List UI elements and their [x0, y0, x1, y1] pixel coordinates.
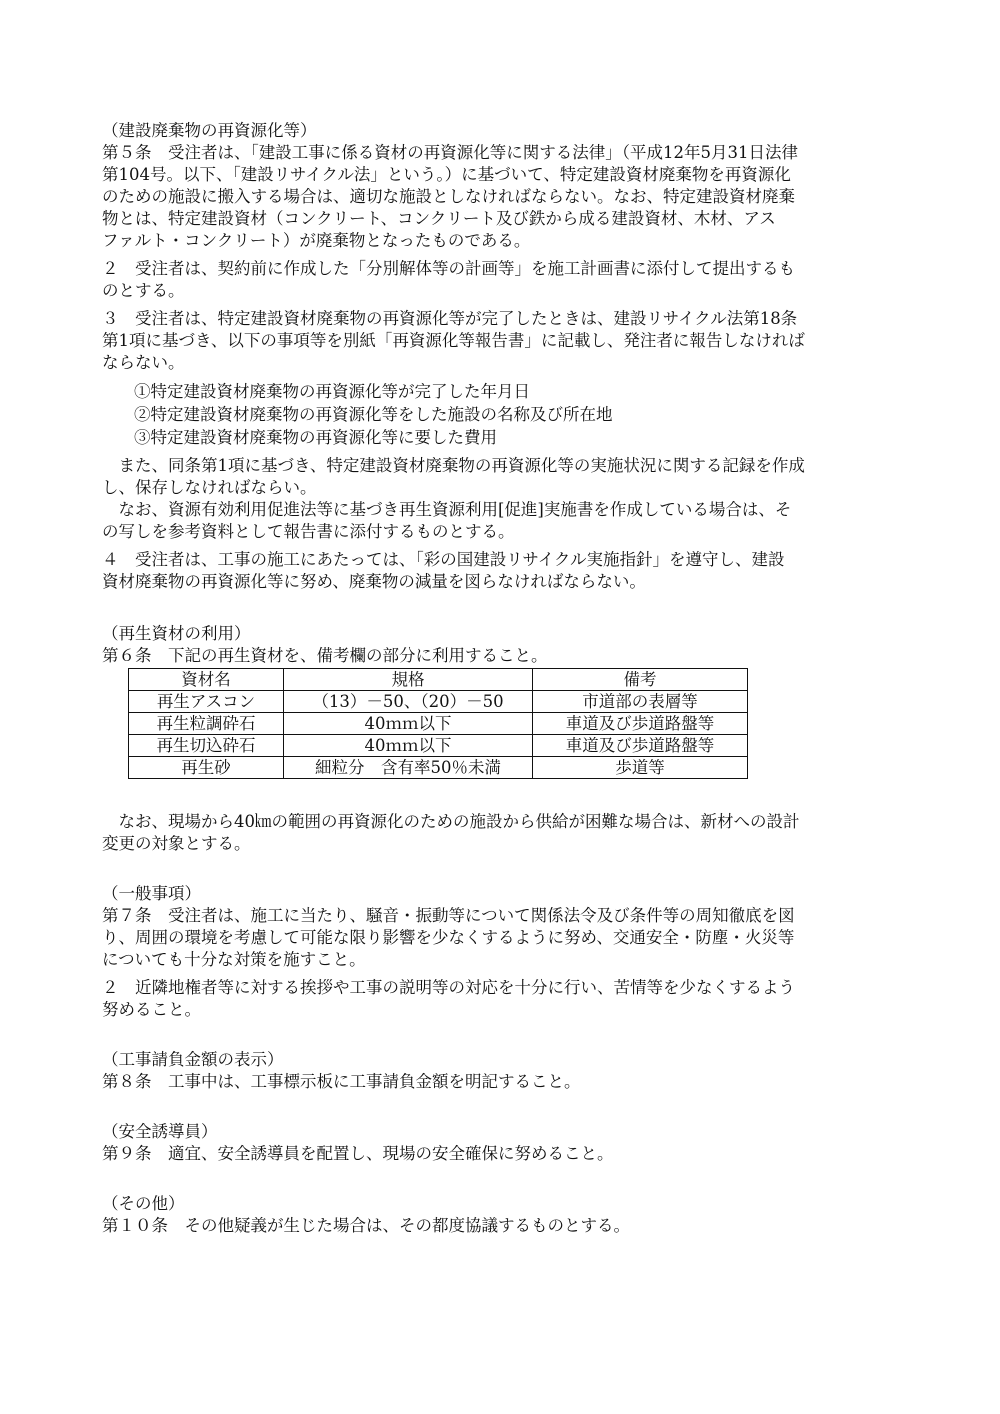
table-cell: 再生アスコン	[129, 691, 284, 713]
article-5-paragraph-6	[102, 549, 892, 593]
article-5-paragraph-2	[102, 258, 892, 302]
article-6-heading: （再生資材の利用）	[102, 624, 251, 643]
article-5-item-list	[102, 380, 892, 449]
document-body	[102, 120, 892, 1237]
spacer	[102, 593, 892, 615]
list-item: ①特定建設資材廃棄物の再資源化等が完了した年月日	[134, 382, 530, 401]
spacer	[102, 1165, 892, 1187]
list-item: ③特定建設資材廃棄物の再資源化等に要した費用	[134, 428, 497, 447]
table-cell: 再生切込砕石	[129, 735, 284, 757]
article-5-paragraph-4	[102, 455, 892, 499]
article-9-text: 第９条 適宜、安全誘導員を配置し、現場の安全確保に努めること。	[102, 1144, 614, 1163]
article-5-paragraph-3	[102, 308, 892, 374]
spacer	[102, 1021, 892, 1043]
table-cell: 歩道等	[533, 757, 748, 779]
table-cell: 車道及び歩道路盤等	[533, 713, 748, 735]
table-cell: 再生砂	[129, 757, 284, 779]
table-row	[129, 735, 748, 757]
text-line: また、同条第1項に基づき、特定建設資材廃棄物の再資源化等の実施状況に関する記録を作成	[118, 456, 805, 475]
table-cell: 市道部の表層等	[533, 691, 748, 713]
table-row	[129, 713, 748, 735]
article-6	[102, 623, 892, 855]
text-line: 第1項に基づき、以下の事項等を別紙「再資源化等報告書」に記載し、発注者に報告しなければ	[102, 331, 805, 350]
table-cell: 40ｍｍ以下	[284, 713, 533, 735]
article-10-text: 第１０条 その他疑義が生じた場合は、その都度協議するものとする。	[102, 1216, 630, 1235]
text-line: についても十分な対策を施すこと。	[102, 950, 366, 969]
column-header-remarks: 備考	[533, 669, 748, 691]
recycled-materials-table	[128, 668, 748, 779]
table-cell: 車道及び歩道路盤等	[533, 735, 748, 757]
article-5-paragraph-1	[102, 142, 892, 252]
text-line: り、周囲の環境を考慮して可能な限り影響を少なくするように努め、交通安全・防塵・火災等	[102, 928, 795, 947]
list-item: ②特定建設資材廃棄物の再資源化等をした施設の名称及び所在地	[134, 405, 613, 424]
spacer	[102, 855, 892, 877]
text-line: 変更の対象とする。	[102, 834, 251, 853]
text-line: 物とは、特定建設資材（コンクリート、コンクリート及び鉄から成る建設資材、木材、アス	[102, 209, 776, 228]
table-header-row	[129, 669, 748, 691]
article-5-paragraph-5	[102, 499, 892, 543]
article-6-intro: 第６条 下記の再生資材を、備考欄の部分に利用すること。	[102, 646, 548, 665]
article-10-heading: （その他）	[102, 1194, 185, 1213]
text-line: ファルト・コンクリート）が廃棄物となったものである。	[102, 231, 531, 250]
article-9-heading: （安全誘導員）	[102, 1122, 218, 1141]
article-5-heading: （建設廃棄物の再資源化等）	[102, 121, 317, 140]
table-row	[129, 757, 748, 779]
article-7	[102, 883, 892, 1021]
table-cell: 細粒分 含有率50％未満	[284, 757, 533, 779]
table-row	[129, 691, 748, 713]
article-6-note	[102, 811, 892, 855]
text-line: ２ 受注者は、契約前に作成した「分別解体等の計画等」を施工計画書に添付して提出するも	[102, 259, 795, 278]
table-cell: 再生粒調砕石	[129, 713, 284, 735]
article-7-paragraph-1	[102, 905, 892, 971]
text-line: なお、資源有効利用促進法等に基づき再生資源利用[促進]実施書を作成している場合は、そ	[118, 500, 792, 519]
table-cell: （13）－50、（20）－50	[284, 691, 533, 713]
article-8-heading: （工事請負金額の表示）	[102, 1050, 284, 1069]
article-8	[102, 1049, 892, 1093]
article-7-paragraph-2	[102, 977, 892, 1021]
article-7-heading: （一般事項）	[102, 884, 201, 903]
text-line: 努めること。	[102, 1000, 201, 1019]
text-line: 資材廃棄物の再資源化等に努め、廃棄物の減量を図らなければならない。	[102, 572, 646, 591]
spacer	[102, 1093, 892, 1115]
article-9	[102, 1121, 892, 1165]
text-line: のための施設に搬入する場合は、適切な施設としなければならない。なお、特定建設資材廃棄	[102, 187, 795, 206]
article-5	[102, 120, 892, 593]
article-8-text: 第８条 工事中は、工事標示板に工事請負金額を明記すること。	[102, 1072, 581, 1091]
text-line: ２ 近隣地権者等に対する挨拶や工事の説明等の対応を十分に行い、苦情等を少なくするよう	[102, 978, 795, 997]
text-line: し、保存しなければならい。	[102, 478, 317, 497]
text-line: 第104号。以下、「建設リサイクル法」という。）に基づいて、特定建設資材廃棄物を再資源化	[102, 165, 791, 184]
article-10	[102, 1193, 892, 1237]
text-line: ならない。	[102, 353, 185, 372]
column-header-spec: 規格	[284, 669, 533, 691]
text-line: 第５条 受注者は、「建設工事に係る資材の再資源化等に関する法律」（平成12年5月31日法律	[102, 143, 798, 162]
text-line: なお、現場から40㎞の範囲の再資源化のための施設から供給が困難な場合は、新材への設計	[118, 812, 800, 831]
text-line: の写しを参考資料として報告書に添付するものとする。	[102, 522, 515, 541]
text-line: のとする。	[102, 281, 185, 300]
text-line: ３ 受注者は、特定建設資材廃棄物の再資源化等が完了したときは、建設リサイクル法第18条	[102, 309, 798, 328]
column-header-material: 資材名	[129, 669, 284, 691]
table-cell: 40ｍｍ以下	[284, 735, 533, 757]
text-line: 第７条 受注者は、施工に当たり、騒音・振動等について関係法令及び条件等の周知徹底を図	[102, 906, 795, 925]
text-line: ４ 受注者は、工事の施工にあたっては、「彩の国建設リサイクル実施指針」を遵守し、建設	[102, 550, 785, 569]
